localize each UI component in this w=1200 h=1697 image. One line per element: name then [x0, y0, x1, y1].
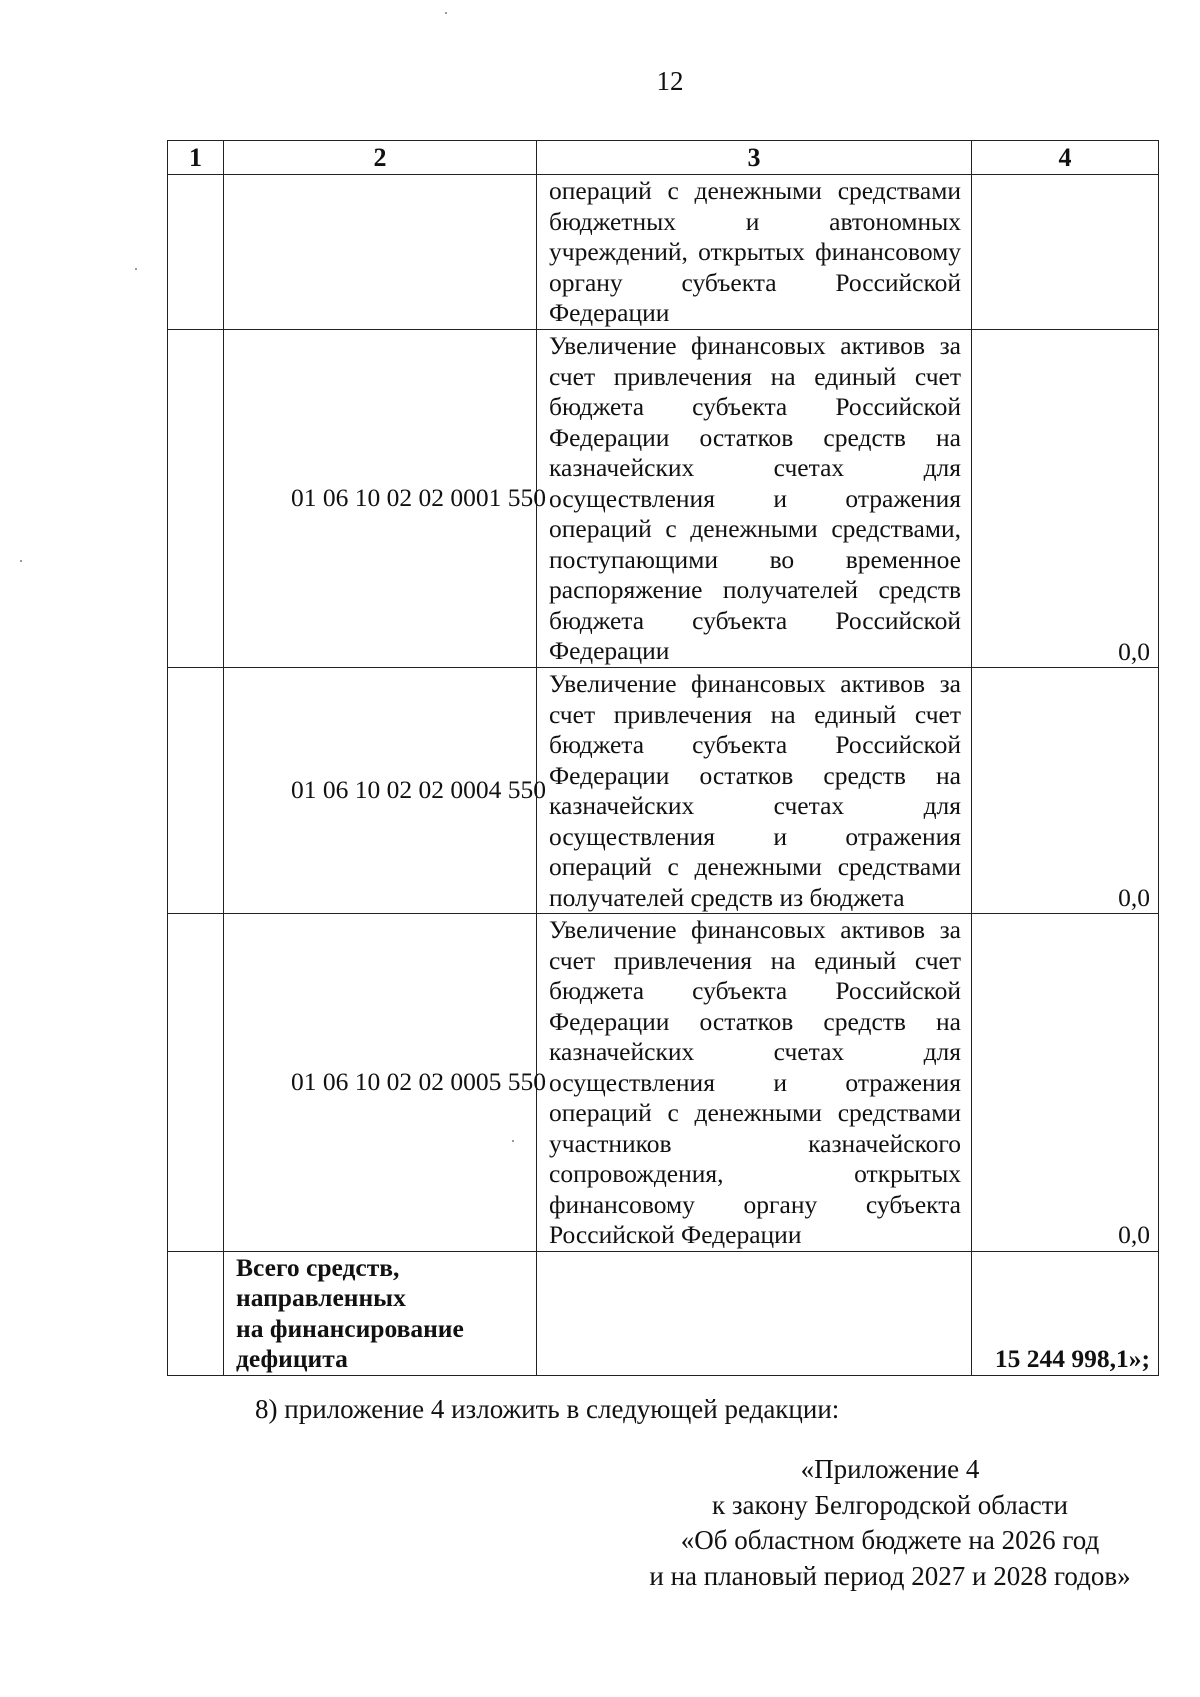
row-code: 01 06 10 02 02 0001 550: [224, 330, 537, 668]
row-name-text: Увеличение финансовых активов за счет привлечения на единый счет бюджета субъекта Российской Федерации остатков средств на казначейских счетах для осуществления и отражения операций с денежными средствами получателей средств из бюджета: [549, 669, 961, 912]
total-label-line: Всего средств,: [236, 1252, 400, 1282]
appendix-line: и на плановый период 2027 и 2028 годов»: [649, 1560, 1131, 1591]
appendix-line: «Об областном бюджете на 2026 год: [680, 1525, 1100, 1555]
header-col-2: 2: [224, 141, 537, 175]
row-col1: [168, 668, 224, 914]
financing-table: [167, 140, 1159, 1376]
row-code: [224, 175, 537, 330]
total-label: [224, 1251, 537, 1375]
row-col1: [168, 175, 224, 330]
row-name-text: Увеличение финансовых активов за счет привлечения на единый счет бюджета субъекта Российской Федерации остатков средств на казначейских счетах для осуществления и отражения операций с денежными средствами участников казначейского сопровождения, открытых финансовому органу субъекта Российской Федерации: [549, 915, 961, 1249]
row-amount: 0,0: [972, 914, 1159, 1252]
row-name: [537, 914, 972, 1252]
amendment-clause: 8) приложение 4 изложить в следующей редакции:: [255, 1394, 840, 1424]
row-name: [537, 668, 972, 914]
total-name: [537, 1251, 972, 1375]
appendix-heading: [560, 1452, 1200, 1594]
total-col1: [168, 1251, 224, 1375]
total-amount: 15 244 998,1»;: [972, 1251, 1159, 1375]
table-total-row: [168, 1251, 1159, 1375]
total-label-line: дефицита: [236, 1344, 348, 1373]
header-col-3: 3: [537, 141, 972, 175]
row-name: [537, 330, 972, 668]
row-amount: [972, 175, 1159, 330]
row-code: 01 06 10 02 02 0004 550: [224, 668, 537, 914]
row-name-text: Увеличение финансовых активов за счет привлечения на единый счет бюджета субъекта Российской Федерации остатков средств на казначейских счетах для осуществления и отражения операций с денежными средствами, поступающими во временное распоряжение получателей средств бюджета субъекта Российской Федерации: [549, 331, 961, 665]
header-col-1: 1: [168, 141, 224, 175]
scan-speck: [135, 268, 137, 270]
scan-speck: [20, 560, 22, 562]
row-name-text: операций с денежными средствами бюджетных и автономных учреждений, открытых финансовому органу субъекта Российской Федерации: [549, 176, 961, 327]
appendix-line: к закону Белгородской области: [712, 1489, 1068, 1520]
row-amount: 0,0: [972, 330, 1159, 668]
page-number: 12: [656, 66, 684, 96]
table-row: [168, 175, 1159, 330]
total-label-line: на финансирование: [236, 1313, 464, 1343]
header-col-4: 4: [972, 141, 1159, 175]
table-row: [168, 914, 1159, 1252]
table-row: [168, 668, 1159, 914]
row-amount: 0,0: [972, 668, 1159, 914]
scan-speck: [512, 1140, 514, 1142]
scan-speck: [445, 12, 447, 14]
row-name: [537, 175, 972, 330]
row-code: 01 06 10 02 02 0005 550: [224, 914, 537, 1252]
row-col1: [168, 914, 224, 1252]
table-header-row: [168, 141, 1159, 175]
table-row: [168, 330, 1159, 668]
total-label-line: направленных: [236, 1283, 406, 1312]
row-col1: [168, 330, 224, 668]
appendix-line: «Приложение 4: [800, 1454, 980, 1484]
